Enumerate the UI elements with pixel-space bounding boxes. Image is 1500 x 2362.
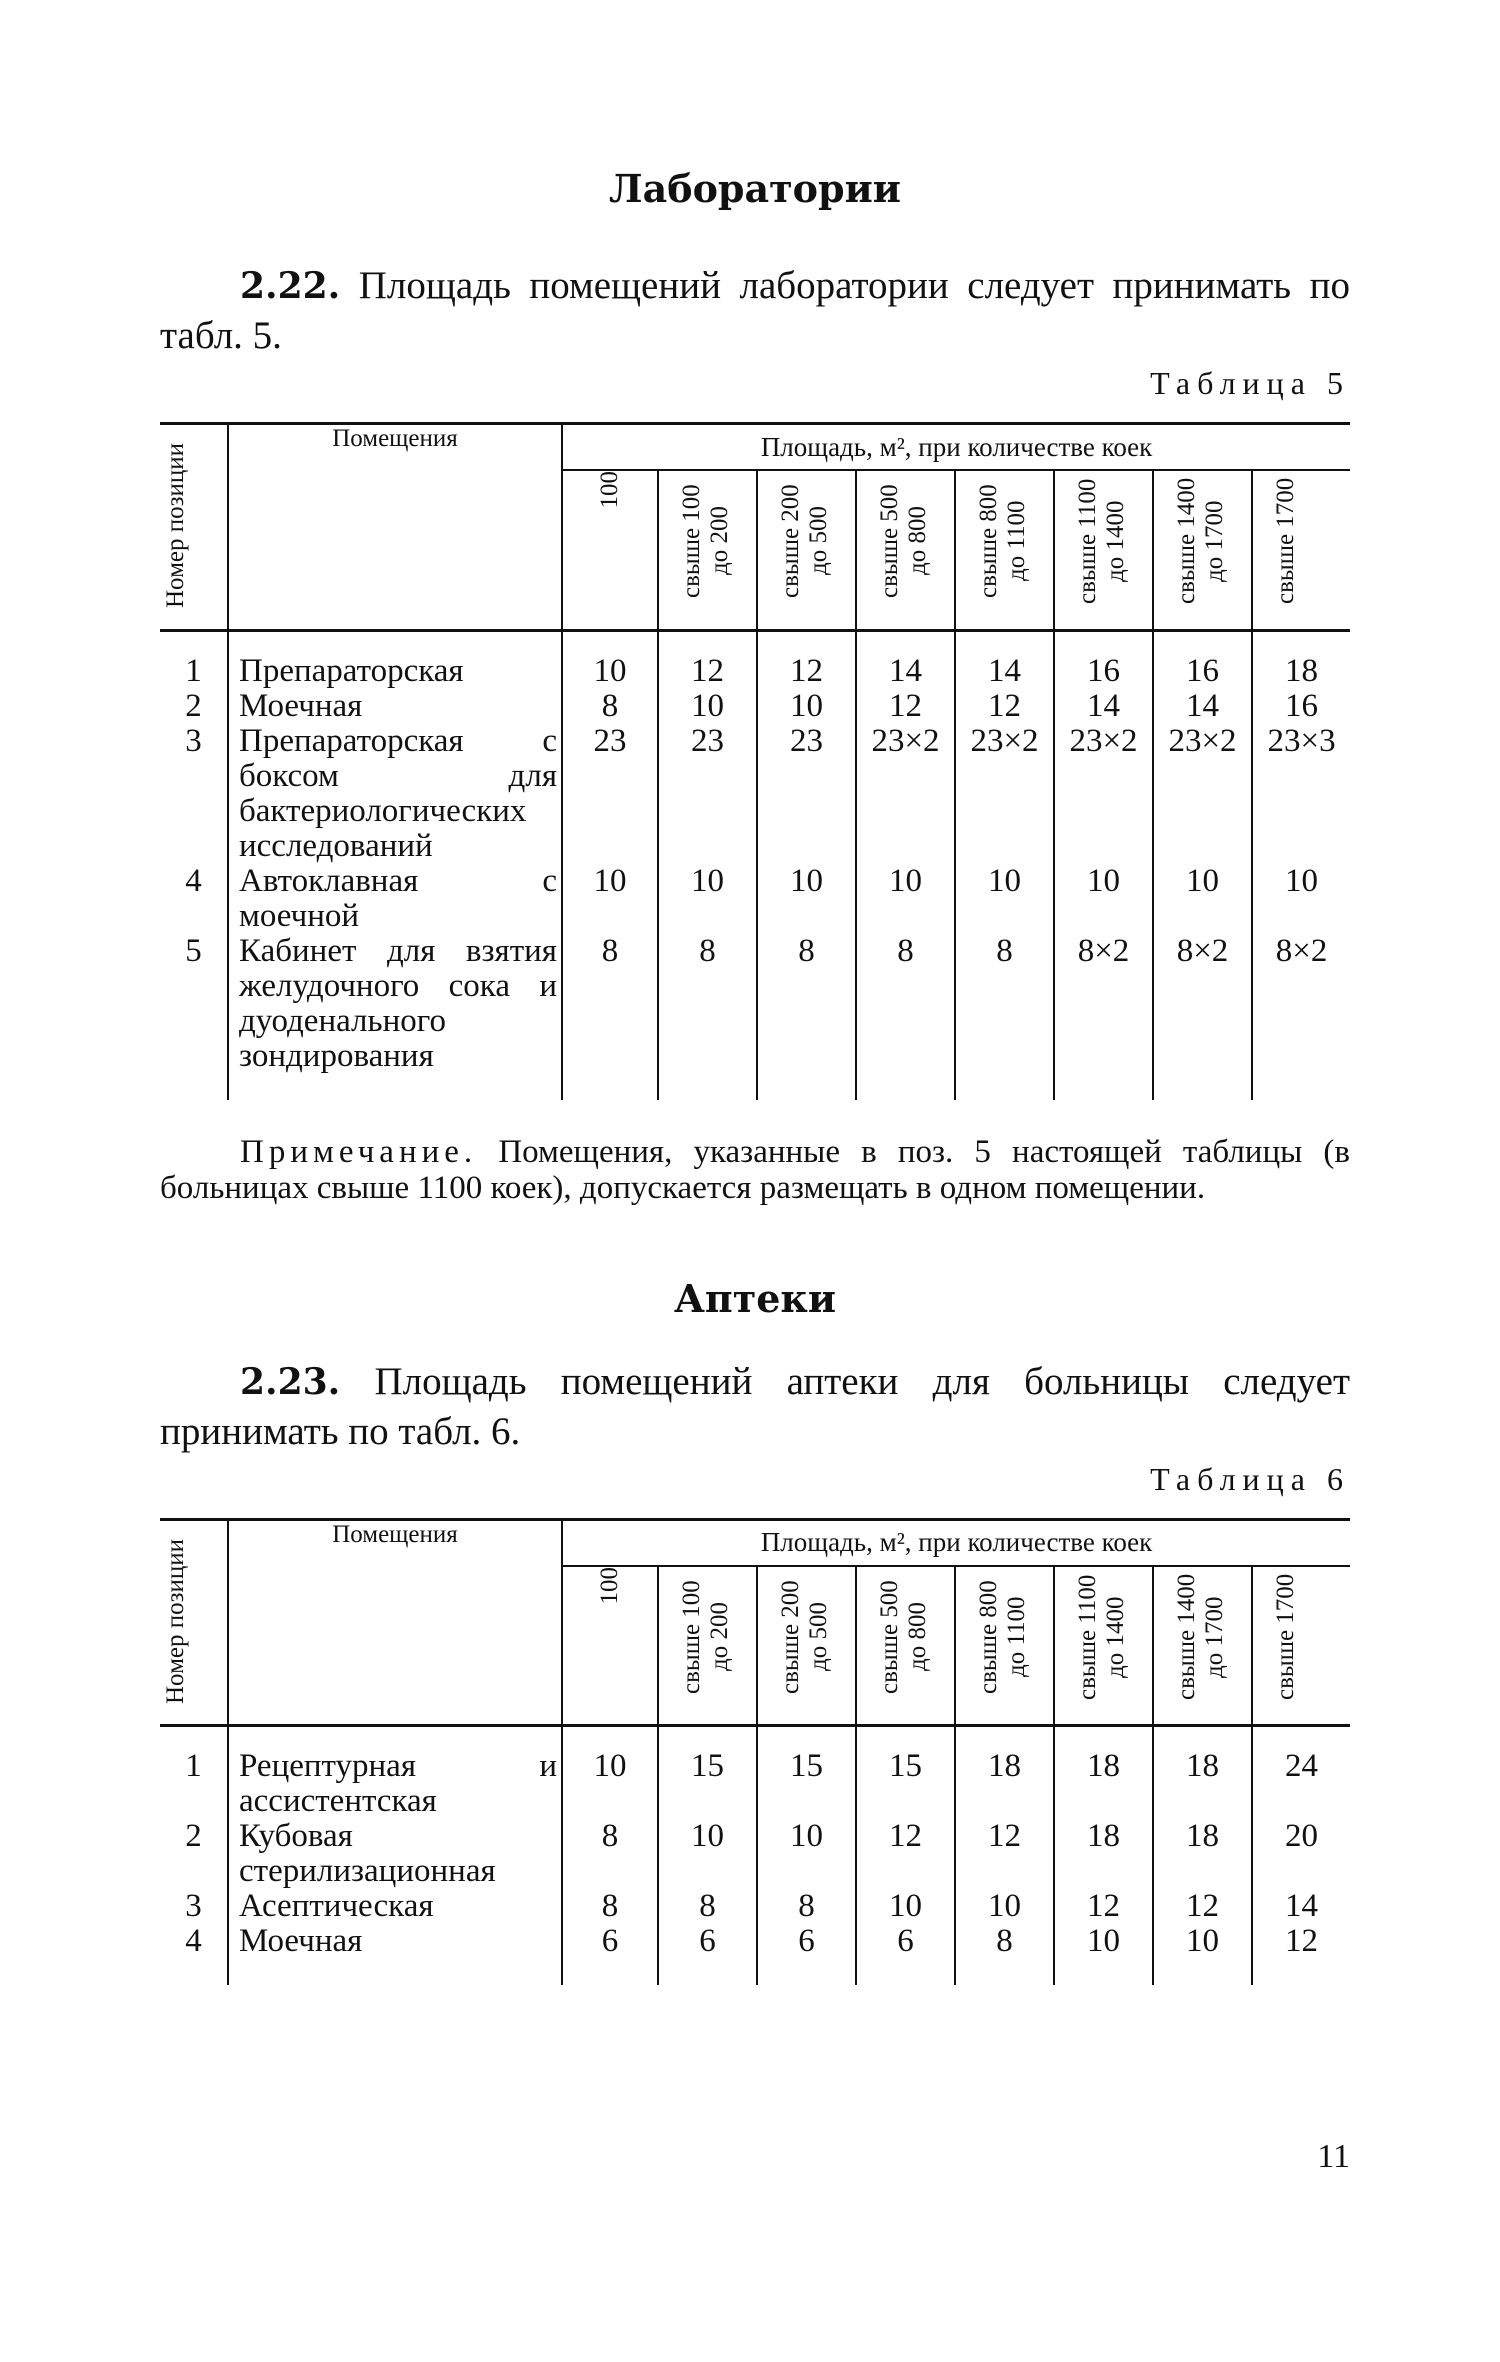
table-row: 5 Кабинет для взятия желудочного сока и дуоденального зондирования 8 8 8 8 8 8×2 8×2 8×2 — [160, 934, 1350, 1074]
pos-header — [160, 424, 228, 631]
col-header: свыше 800 до 1100 — [955, 1566, 1054, 1726]
page-number: 11 — [1317, 2138, 1350, 2175]
col-header: свыше 200 до 500 — [757, 1566, 856, 1726]
table-5 — [160, 422, 1350, 1100]
col-header: свыше 100 до 200 — [658, 470, 757, 630]
paragraph-text: Площадь помещений аптеки для больницы следует принимать по табл. 6. — [160, 1359, 1350, 1453]
note-label: Примечание. — [240, 1133, 478, 1170]
table-5-caption: Таблица 5 — [1150, 365, 1350, 401]
col-header: свыше 1100 до 1400 — [1054, 470, 1153, 630]
section-heading-pharmacies: Аптеки — [673, 1275, 837, 1321]
paragraph-number: 2.22. — [240, 265, 341, 307]
table-row: 2 Кубовая стерилизационная 8 10 10 12 12 18 18 20 — [160, 1819, 1350, 1889]
col-header: свыше 500 до 800 — [856, 470, 955, 630]
col-header: свыше 800 до 1100 — [955, 470, 1054, 630]
table-row: 4 Автоклавная с моечной 10 10 10 10 10 10 10 10 — [160, 864, 1350, 934]
col-header: свыше 1700 — [1252, 1566, 1350, 1726]
paragraph-number: 2.23. — [240, 1360, 341, 1403]
table-5-body — [160, 630, 1350, 1100]
group-header: Площадь, м², при количестве коек — [562, 424, 1350, 471]
col-header: свыше 100 до 200 — [658, 1566, 757, 1726]
table-row: 1 Препараторская 10 12 12 14 14 16 16 18 — [160, 654, 1350, 689]
paragraph-text: Площадь помещений лаборатории следует принимать по табл. 5. — [160, 264, 1350, 357]
table-row: 1 Рецептурная и ассистентская 10 15 15 15 18 18 18 24 — [160, 1749, 1350, 1819]
col-header: 100 — [562, 1566, 658, 1726]
table-6-body — [160, 1726, 1350, 1986]
col-header: 100 — [562, 470, 658, 630]
pos-header-text: Номер позиции — [161, 1538, 189, 1704]
table-row: 4 Моечная 6 6 6 6 8 10 10 12 — [160, 1924, 1350, 1959]
table-5-note — [160, 1134, 1350, 1206]
col-header: свыше 1100 до 1400 — [1054, 1566, 1153, 1726]
pos-header-text: Номер позиции — [161, 442, 189, 608]
col-header: свыше 1400 до 1700 — [1153, 1566, 1252, 1726]
table-6-caption: Таблица 6 — [1150, 1460, 1350, 1497]
page — [160, 160, 1350, 1985]
name-header: Помещения — [228, 1519, 562, 1726]
name-header: Помещения — [228, 424, 562, 631]
col-header: свыше 1400 до 1700 — [1153, 470, 1252, 630]
group-header: Площадь, м², при количестве коек — [562, 1519, 1350, 1566]
note-text: Помещения, указанные в поз. 5 настоящей таблицы (в больницах свыше 1100 коек), допускается размещать в одном помещении. — [160, 1133, 1351, 1206]
col-header: свыше 1700 — [1252, 470, 1350, 630]
table-6 — [160, 1518, 1350, 1986]
table-row: 2 Моечная 8 10 10 12 12 14 14 16 — [160, 689, 1350, 724]
paragraph-2-22 — [160, 261, 1350, 361]
table-row: 3 Асептическая 8 8 8 10 10 12 12 14 — [160, 1889, 1350, 1924]
col-header: свыше 500 до 800 — [856, 1566, 955, 1726]
col-header: свыше 200 до 500 — [757, 470, 856, 630]
section-heading-laboratories: Лаборатории — [609, 166, 901, 211]
table-row: 3 Препараторская с боксом для бактериологических исследований 23 23 23 23×2 23×2 23×2 23×2 23×3 — [160, 724, 1350, 864]
pos-header — [160, 1519, 228, 1726]
paragraph-2-23 — [160, 1357, 1350, 1457]
